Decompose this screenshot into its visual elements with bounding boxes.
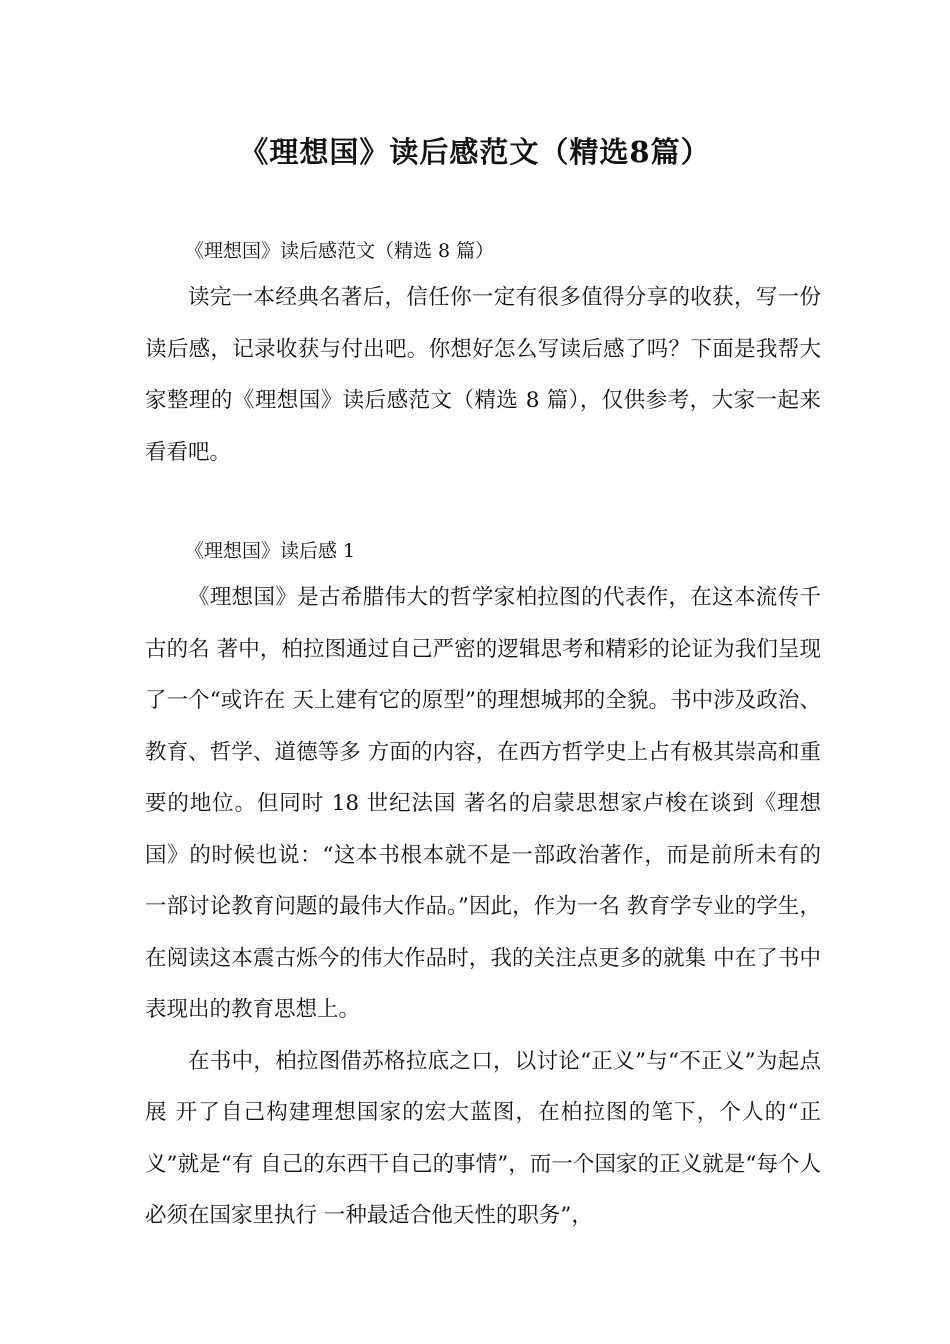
document-title: 《理想国》读后感范文（精选8篇） [239, 135, 711, 169]
intro-block [145, 272, 821, 478]
body-paragraph: 在书中，柏拉图借苏格拉底之口，以讨论“正义”与“不正义”为起点展 开了自己构建理想国家的宏大蓝图，在柏拉图的笔下，个人的“正义”就是“有 自己的东西干自己的事情”，而一个国家的正义就是“每个人必须在国家里执行 一种最适合他天性的职务”， [145, 1048, 821, 1228]
section-body [145, 572, 821, 1242]
document-subtitle: 《理想国》读后感范文（精选 8 篇） [185, 240, 495, 262]
section-heading: 《理想国》读后感 1 [185, 540, 356, 562]
body-paragraph: 《理想国》是古希腊伟大的哲学家柏拉图的代表作，在这本流传千古的名 著中，柏拉图通过自己严密的逻辑思考和精彩的论证为我们呈现了一个“或许在 天上建有它的原型”的理想城邦的全貌。书中涉及政治、教育、哲学、道德等多 方面的内容，在西方哲学史上占有极其崇高和重要的地位。但同时 18 世纪法国 著名的启蒙思想家卢梭在谈到《理想国》的时候也说：“这本书根本就不是一部政治著作，而是前所未有的一部讨论教育问题的最伟大作品。”因此，作为一名 教育学专业的学生，在阅读这本震古烁今的伟大作品时，我的关注点更多的就集 中在了书中表现出的教育思想上。 [145, 585, 821, 1022]
intro-paragraph: 读完一本经典名著后，信任你一定有很多值得分享的收获，写一份读后感，记录收获与付出吧。你想好怎么写读后感了吗？下面是我帮大家整理的《理想国》读后感范文（精选 8 篇），仅供参考，大家一起来看看吧。 [145, 285, 821, 465]
